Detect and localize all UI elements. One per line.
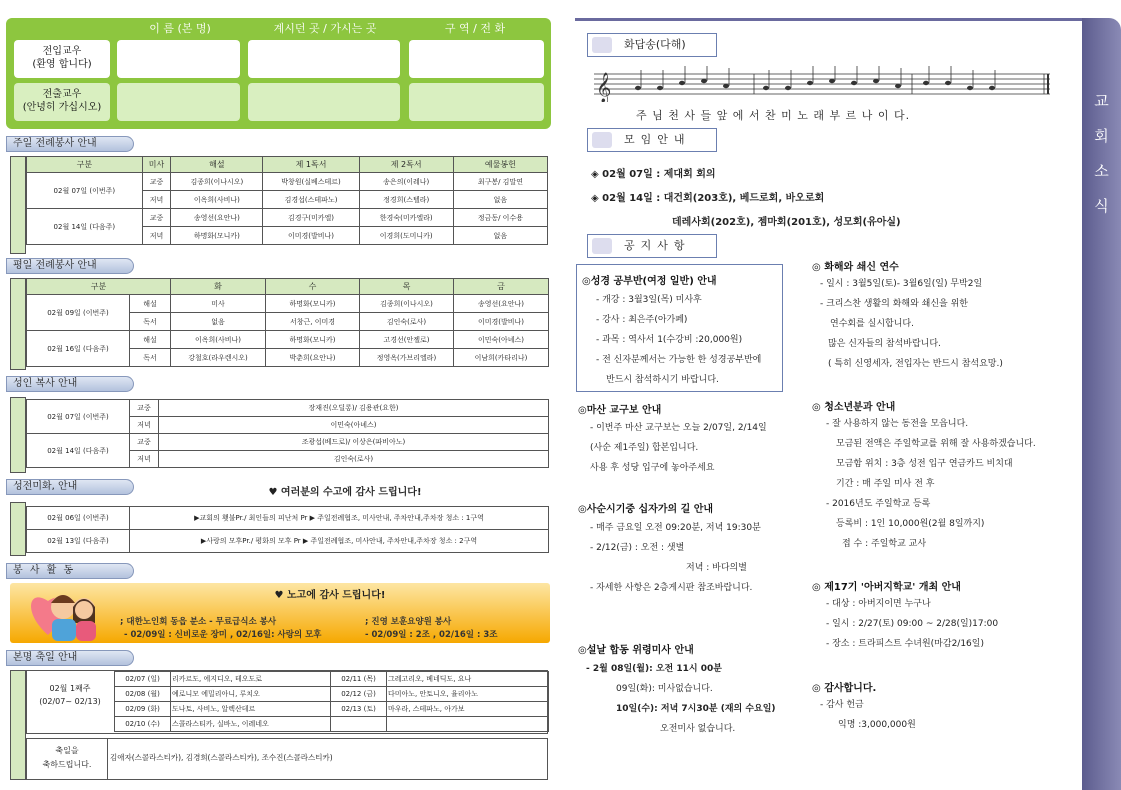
transfer-in-area-field xyxy=(409,40,544,78)
cell: 김경섭(스테파노) xyxy=(263,191,359,209)
cross-line: 저녁 : 바다의별 xyxy=(686,563,747,573)
transfer-in-place-field xyxy=(248,40,400,78)
cell: 02/08 (월) xyxy=(115,687,171,702)
cell: 김경구(미카엘) xyxy=(263,209,359,227)
cell: 송영선(요안나) xyxy=(171,209,263,227)
cell: 고경선(안젤로) xyxy=(360,331,454,349)
cell: 02/12 (금) xyxy=(331,687,387,702)
father-lines xyxy=(826,594,998,654)
cell: 독서 xyxy=(130,349,171,367)
meeting-line2: ◈ 02월 14일 : 대건회(203호), 베드로회, 바오로회 xyxy=(591,193,825,204)
thanks-line: - 감사 헌금 xyxy=(820,700,864,710)
col-name-header: 이 름 (본 명) xyxy=(149,22,211,35)
youth-line: - 2016년도 주일학교 등록 xyxy=(826,499,931,509)
vertical-char: 소 xyxy=(1094,162,1109,180)
cell: 이민숙(아녜스) xyxy=(454,331,549,349)
beauty-leftbar xyxy=(10,502,26,556)
cell: 02월 13일 (다음주) xyxy=(27,530,130,553)
notice-title-box xyxy=(587,234,717,258)
cell: 교중 xyxy=(142,209,171,227)
cell: 이미경(발비나) xyxy=(454,313,549,331)
music-staff-icon xyxy=(594,66,1050,102)
cell: 02/10 (수) xyxy=(115,717,171,732)
weekday-table xyxy=(26,278,549,367)
youth-line: 기간 : 매 주일 미사 전 후 xyxy=(836,479,935,489)
cell: 강철호(라우렌시오) xyxy=(171,349,266,367)
cell: 저녁 xyxy=(130,417,159,434)
lunar-line: - 2월 08일(월): 오전 11시 00분 xyxy=(586,664,722,674)
youth-lines xyxy=(826,414,1036,554)
cell: 마우라, 스테파노, 아가보 xyxy=(387,702,549,717)
right-top-strip xyxy=(575,18,1085,21)
sunday-header: 구분 xyxy=(27,157,143,173)
cell: 없음 xyxy=(453,227,547,245)
weekday-header: 목 xyxy=(360,279,454,295)
thanks-head: ◎ 감사합니다. xyxy=(812,683,877,694)
cell: 교중 xyxy=(130,434,159,451)
cell: 저녁 xyxy=(142,191,171,209)
cell: ▶사랑의 모후Pr./ 평화의 모후 Pr ▶ 주일전례협조, 미사안내, 주차안내,주차장 청소 : 2구역 xyxy=(130,530,549,553)
hymn-lyrics: 주 님 천 사 들 앞 에 서 찬 미 노 래 부 르 나 이 다. xyxy=(636,109,911,122)
vertical-title xyxy=(1082,90,1121,216)
cell: 다미아노, 안토니오, 율리아노 xyxy=(387,687,549,702)
vertical-char: 교 xyxy=(1094,92,1109,110)
cell: 저녁 xyxy=(142,227,171,245)
cell: 정경희(스텔라) xyxy=(359,191,453,209)
cell: 이남희(카타리나) xyxy=(454,349,549,367)
masan-lines xyxy=(590,418,767,478)
cell: 송영선(요안나) xyxy=(454,295,549,313)
meeting-title: 모임안내 xyxy=(624,133,691,146)
cell: 해설 xyxy=(130,295,171,313)
congrats-names: 김애자(스콜라스티카), 김경희(스콜라스티카), 조수진(스콜라스티카) xyxy=(110,753,333,762)
adult-table xyxy=(26,399,549,468)
transfer-in-name-field xyxy=(117,40,240,78)
transfer-out-sub: (안녕히 가십시오) xyxy=(22,102,102,113)
col-area-header: 구 역 / 전 화 xyxy=(444,22,506,35)
transfer-out-name-field xyxy=(117,83,240,121)
cell: 독서 xyxy=(130,313,171,331)
youth-line: - 잘 사용하지 않는 동전을 모읍니다. xyxy=(826,419,969,429)
cell: 정영옥(가브리엘라) xyxy=(360,349,454,367)
weekday-header: 수 xyxy=(266,279,360,295)
bible-line: - 강사 : 최은주(아가페) xyxy=(596,315,688,325)
cell: 도나토, 사비노, 알렉산데르 xyxy=(171,702,331,717)
svg-text:𝄞: 𝄞 xyxy=(596,73,612,102)
weekday-date: 02월 16일 (다음주) xyxy=(27,331,130,367)
reconcile-head: ◎ 화해와 쇄신 연수 xyxy=(812,262,899,273)
cell: 02/07 (일) xyxy=(115,672,171,687)
cell: 예로니모 에밀리아니, 루치오 xyxy=(171,687,331,702)
thanks-line: 익명 :3,000,000원 xyxy=(838,720,916,730)
cell: 교중 xyxy=(142,173,171,191)
reconcile-lines xyxy=(820,274,1003,374)
service-thanks: ♥ 노고에 감사 드립니다! xyxy=(274,590,386,601)
col-place-header: 계시던 곳 / 가시는 곳 xyxy=(273,22,377,35)
bible-head: ◎성경 공부반(여정 일반) 안내 xyxy=(582,276,717,287)
service-line2a: - 02/09일 : 신비로운 장미 , 02/16일: 사랑의 모후 xyxy=(124,630,322,640)
cross-lines xyxy=(590,518,761,598)
cell: 이옥희(사비나) xyxy=(171,331,266,349)
cell: 서창근, 이미경 xyxy=(266,313,360,331)
reconcile-line: - 일시 : 3월5일(토)- 3월6일(일) 무박2일 xyxy=(820,279,983,289)
father-head: ◎ 제17기 '아버지학교' 개최 안내 xyxy=(812,582,961,593)
congrats-line2: 축하드립니다. xyxy=(42,760,92,769)
congrats-line1: 축일을 xyxy=(55,746,79,755)
lunar-head: ◎설날 합동 위령미사 안내 xyxy=(578,645,694,656)
meeting-title-box xyxy=(587,128,717,152)
service-line1b: ; 진영 보훈요양원 봉사 xyxy=(365,617,452,627)
cross-line: - 자세한 사항은 2층게시판 참조바랍니다. xyxy=(590,583,753,593)
adult-leftbar xyxy=(10,397,26,473)
lunar-line: 오전미사 없습니다. xyxy=(660,724,736,734)
bible-line: - 과목 : 역사서 1(수강비 :20,000원) xyxy=(596,335,743,345)
cell: 김인숙(로사) xyxy=(360,313,454,331)
transfer-out-area-field xyxy=(409,83,544,121)
adult-title: 성인 복사 안내 xyxy=(6,376,134,392)
sunday-table xyxy=(26,156,548,245)
youth-line: 등록비 : 1인 10,000원(2월 8일까지) xyxy=(836,519,985,529)
cell: 02/09 (화) xyxy=(115,702,171,717)
thanks-lines xyxy=(820,695,916,735)
service-title: 봉 사 활 동 xyxy=(6,563,134,579)
bible-line: 반드시 참석하시기 바랍니다. xyxy=(606,375,719,385)
bible-line: - 개강 : 3월3일(목) 미사후 xyxy=(596,295,702,305)
cell: 없음 xyxy=(171,313,266,331)
cell: 저녁 xyxy=(130,451,159,468)
sunday-date: 02월 07일 (이번주) xyxy=(27,173,143,209)
father-line: - 장소 : 트라피스트 수녀원(마감2/16일) xyxy=(826,639,984,649)
cell: 해설 xyxy=(130,331,171,349)
dove-icon xyxy=(592,37,612,53)
cell: 이옥희(사비나) xyxy=(171,191,263,209)
sunday-header: 제 2독서 xyxy=(359,157,453,173)
cell xyxy=(387,717,549,732)
cell: 김인숙(로사) xyxy=(159,451,549,468)
lunar-line: 09일(화): 미사없습니다. xyxy=(616,684,713,694)
adult-date: 02월 14일 (다음주) xyxy=(27,434,130,468)
beauty-thanks: ♥ 여러분의 수고에 감사 드립니다! xyxy=(268,487,422,498)
reconcile-line: ( 특히 신영세자, 전입자는 반드시 참석요망.) xyxy=(828,359,1003,369)
sunday-title: 주일 전례봉사 안내 xyxy=(6,136,134,152)
cell: 이미경(발비나) xyxy=(263,227,359,245)
cross-head: ◎사순시기중 십자가의 길 안내 xyxy=(578,504,714,515)
masan-line: 사용 후 성당 입구에 놓아주세요 xyxy=(590,463,715,473)
cell: 이민숙(아녜스) xyxy=(159,417,549,434)
cell xyxy=(331,717,387,732)
bible-line: - 전 신자분께서는 가능한 한 성경공부반에 xyxy=(596,355,762,365)
sunday-header: 해설 xyxy=(171,157,263,173)
youth-line: 모금된 전액은 주일학교를 위해 잘 사용하겠습니다. xyxy=(836,439,1036,449)
cell: 박창원(실베스테르) xyxy=(263,173,359,191)
cross-line: - 매주 금요일 오전 09:20분, 저녁 19:30분 xyxy=(590,523,761,533)
weekday-date: 02월 09일 (이번주) xyxy=(27,295,130,331)
adult-date: 02월 07일 (이번주) xyxy=(27,400,130,434)
feast-title: 본명 축일 안내 xyxy=(6,650,134,666)
cell: 정금동/ 이수용 xyxy=(453,209,547,227)
cell: 최구봉/ 김말연 xyxy=(453,173,547,191)
cell: 그레고리오, 베네딕도, 요나 xyxy=(387,672,549,687)
cell: 조광섭(베드로)/ 이상은(파비아노) xyxy=(159,434,549,451)
reconcile-line: 연수회를 실시합니다. xyxy=(830,319,914,329)
cell: 하명화(모니카) xyxy=(266,331,360,349)
sunday-leftbar xyxy=(10,156,26,254)
cell: 한경숙(미카엘라) xyxy=(359,209,453,227)
service-line1a: ; 대한노인회 동읍 분소 - 무료급식소 봉사 xyxy=(120,617,277,627)
cell: 박춘희(요안나) xyxy=(266,349,360,367)
youth-line: 모금함 위치 : 3층 성전 입구 연금카드 비치대 xyxy=(836,459,1013,469)
cell: 김종희(이나시오) xyxy=(171,173,263,191)
weekday-header: 구분 xyxy=(27,279,171,295)
cell: 송은의(이레나) xyxy=(359,173,453,191)
dove-icon xyxy=(592,238,612,254)
family-illustration-icon xyxy=(18,583,114,643)
transfer-in-text: 전입교우 xyxy=(42,46,82,57)
lunar-line: 10일(수): 저녁 7시30분 (재의 수요일) xyxy=(616,704,776,714)
notice-title: 공지사항 xyxy=(624,239,691,252)
transfer-out-text: 전출교우 xyxy=(42,89,82,100)
hymn-title-box xyxy=(587,33,717,57)
transfer-out-label xyxy=(14,83,110,121)
bible-lines xyxy=(596,290,761,390)
cell: 없음 xyxy=(453,191,547,209)
dove-icon xyxy=(592,132,612,148)
feast-range: (02/07~ 02/13) xyxy=(39,697,101,706)
beauty-title: 성전미화, 안내 xyxy=(6,479,134,495)
masan-line: (사순 제1주일) 합본입니다. xyxy=(590,443,699,453)
cell: ▶교회의 횃불Pr./ 최인들의 피난처 Pr ▶ 주일전례협조, 미사안내, 주차안내,주차장 청소 : 1구역 xyxy=(130,507,549,530)
vertical-char: 회 xyxy=(1094,127,1109,145)
transfer-in-sub: (환영 합니다) xyxy=(32,59,92,70)
sunday-header: 제 1독서 xyxy=(263,157,359,173)
feast-leftbar xyxy=(10,670,26,780)
sunday-header: 예물봉헌 xyxy=(453,157,547,173)
reconcile-line: 많은 신자들의 참석바랍니다. xyxy=(828,339,941,349)
father-line: - 일시 : 2/27(토) 09:00 ~ 2/28(일)17:00 xyxy=(826,619,999,629)
cell: 장재진(오딜롱)/ 김용관(요한) xyxy=(159,400,549,417)
cell: 02/13 (토) xyxy=(331,702,387,717)
masan-line: - 이번주 마산 교구보는 오늘 2/07일, 2/14일 xyxy=(590,423,767,433)
cell: 하명화(모니카) xyxy=(266,295,360,313)
youth-head: ◎ 청소년분과 안내 xyxy=(812,402,896,413)
cell: 02월 06일 (이번주) xyxy=(27,507,130,530)
feast-week: 02월 1째주 xyxy=(49,684,91,693)
weekday-leftbar xyxy=(10,278,26,370)
feast-table xyxy=(114,671,549,732)
cell: 김종희(이나시오) xyxy=(360,295,454,313)
youth-line: 접 수 : 주일학교 교사 xyxy=(842,539,927,549)
cell: 리카르도, 에지디오, 테오도로 xyxy=(171,672,331,687)
weekday-header: 화 xyxy=(171,279,266,295)
service-line2b: - 02/09일 : 2조 , 02/16일 : 3조 xyxy=(365,630,498,640)
masan-head: ◎마산 교구보 안내 xyxy=(578,405,662,416)
transfer-in-label xyxy=(14,40,110,78)
cell: 교중 xyxy=(130,400,159,417)
transfer-out-place-field xyxy=(248,83,400,121)
weekday-header: 금 xyxy=(454,279,549,295)
hymn-title: 화답송(다해) xyxy=(624,38,686,51)
vertical-char: 식 xyxy=(1094,197,1109,215)
sunday-date: 02월 14일 (다음주) xyxy=(27,209,143,245)
sunday-header: 미사 xyxy=(142,157,171,173)
lunar-lines xyxy=(586,659,776,739)
cell: 스콜라스티카, 실바노, 이레네오 xyxy=(171,717,331,732)
cross-line: - 2/12(금) : 오전 : 샛별 xyxy=(590,543,685,553)
cell: 02/11 (목) xyxy=(331,672,387,687)
cell: 하명화(모니카) xyxy=(171,227,263,245)
weekday-title: 평일 전례봉사 안내 xyxy=(6,258,134,274)
meeting-line3: 데레사회(202호), 젬마회(201호), 성모회(유아실) xyxy=(672,217,901,228)
cell: 이경희(도미니카) xyxy=(359,227,453,245)
meeting-line1: ◈ 02월 07일 : 제대회 회의 xyxy=(591,169,716,180)
cell: 미사 xyxy=(171,295,266,313)
beauty-table xyxy=(26,506,549,553)
reconcile-line: - 크리스찬 생활의 화해와 쇄신을 위한 xyxy=(820,299,968,309)
father-line: - 대상 : 아버지이면 누구나 xyxy=(826,599,931,609)
